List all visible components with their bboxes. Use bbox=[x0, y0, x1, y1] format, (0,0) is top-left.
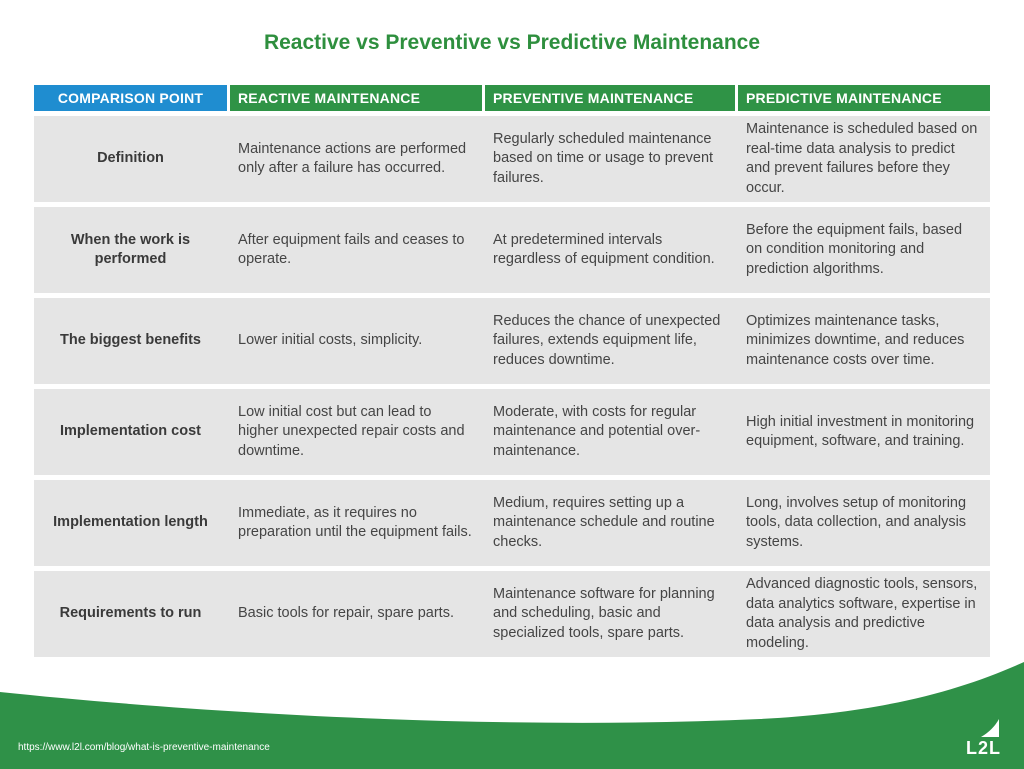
reactive-cell: Lower initial costs, simplicity. bbox=[238, 332, 423, 349]
reactive-cell: After equipment fails and ceases to operate. bbox=[238, 231, 465, 267]
row-label: Requirements to run bbox=[59, 605, 202, 622]
header-reactive: REACTIVE MAINTENANCE bbox=[230, 85, 482, 111]
l2l-logo: L2L bbox=[966, 738, 1002, 758]
predictive-cell: Advanced diagnostic tools, sensors, data analytics software, expertise in data analysis and predictive modeling. bbox=[746, 576, 978, 651]
predictive-cell: Before the equipment fails, based on condition monitoring and prediction algorithms. bbox=[746, 221, 963, 277]
preventive-cell: Regularly scheduled maintenance based on time or usage to prevent failures. bbox=[493, 130, 714, 186]
row-label: Implementation cost bbox=[60, 423, 201, 440]
preventive-cell: Medium, requires setting up a maintenance schedule and routine checks. bbox=[493, 494, 715, 550]
source-url: https://www.l2l.com/blog/what-is-preventive-maintenance bbox=[18, 742, 270, 753]
preventive-cell: At predetermined intervals regardless of equipment condition. bbox=[493, 231, 715, 267]
page-title: Reactive vs Preventive vs Predictive Maintenance bbox=[263, 31, 761, 54]
reactive-cell: Immediate, as it requires no preparation until the equipment fails. bbox=[238, 504, 472, 540]
row-label: Implementation length bbox=[53, 514, 208, 531]
table-row-when-performed bbox=[34, 207, 990, 293]
table-row-requirements bbox=[34, 571, 990, 657]
header-predictive: PREDICTIVE MAINTENANCE bbox=[738, 85, 990, 111]
reactive-cell: Basic tools for repair, spare parts. bbox=[238, 605, 454, 622]
table-row-implementation-cost bbox=[34, 389, 990, 475]
header-comparison-point: COMPARISON POINT bbox=[34, 85, 227, 111]
predictive-cell: Long, involves setup of monitoring tools, data collection, and analysis systems. bbox=[746, 494, 967, 550]
table-row-implementation-length bbox=[34, 480, 990, 566]
header-preventive: PREVENTIVE MAINTENANCE bbox=[485, 85, 735, 111]
row-label: The biggest benefits bbox=[60, 332, 201, 349]
l2l-logo-mark-icon bbox=[981, 719, 999, 737]
reactive-cell: Low initial cost but can lead to higher unexpected repair costs and downtime. bbox=[238, 403, 465, 459]
predictive-cell: High initial investment in monitoring equipment, software, and training. bbox=[746, 413, 975, 449]
table-row-definition bbox=[34, 116, 990, 202]
reactive-cell: Maintenance actions are performed only after a failure has occurred. bbox=[238, 140, 467, 176]
preventive-cell: Reduces the chance of unexpected failures, extends equipment life, reduces downtime. bbox=[493, 312, 721, 368]
table-row-benefits bbox=[34, 298, 990, 384]
predictive-cell: Maintenance is scheduled based on real-time data analysis to predict and prevent failures before they occur. bbox=[746, 121, 978, 196]
preventive-cell: Moderate, with costs for regular maintenance and potential over-maintenance. bbox=[493, 403, 701, 459]
row-label: When the work is performed bbox=[70, 231, 191, 267]
table-header-row bbox=[34, 85, 990, 111]
preventive-cell: Maintenance software for planning and scheduling, basic and specialized tools, spare parts. bbox=[493, 585, 715, 641]
comparison-table bbox=[34, 85, 990, 657]
predictive-cell: Optimizes maintenance tasks, minimizes downtime, and reduces maintenance costs over time. bbox=[746, 312, 965, 368]
row-label: Definition bbox=[97, 150, 164, 167]
